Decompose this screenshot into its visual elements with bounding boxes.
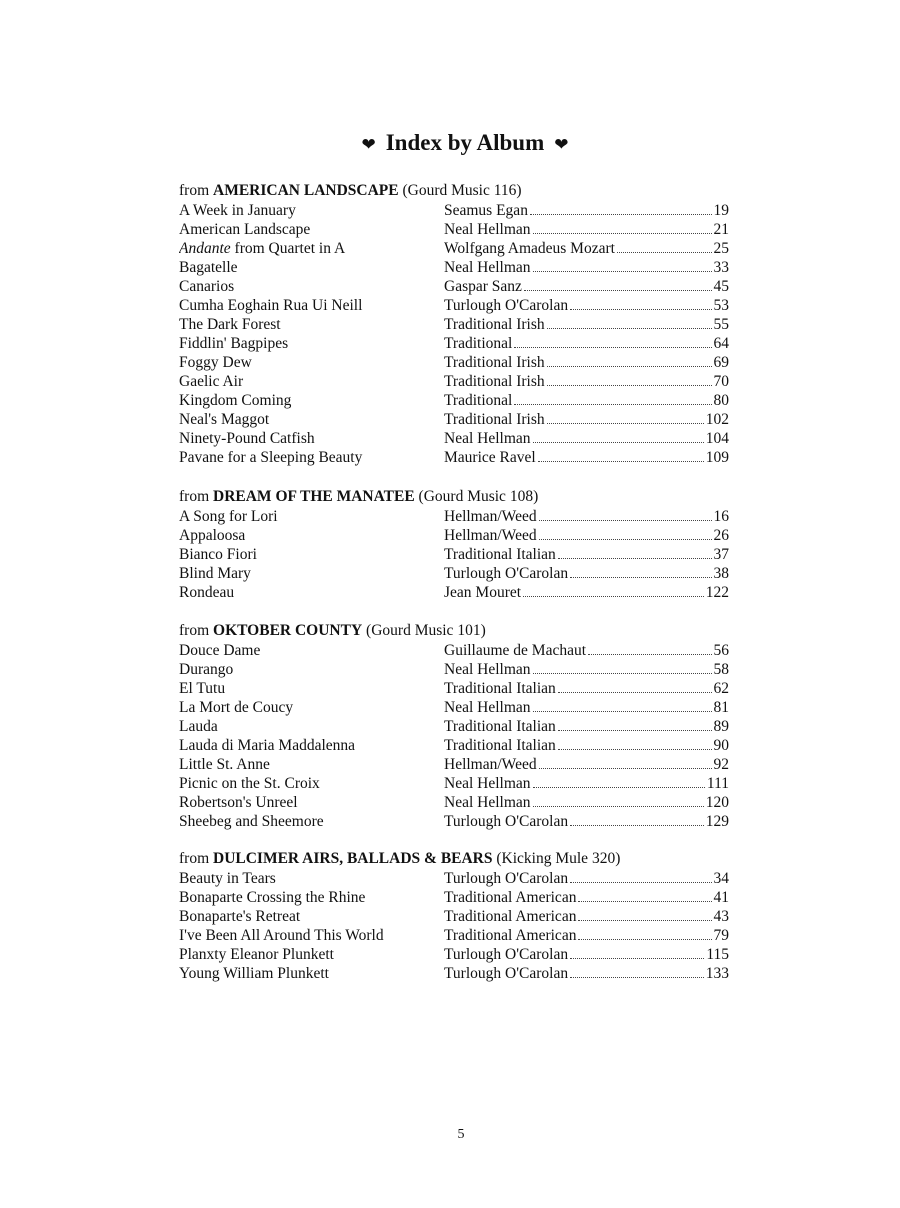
composer: Traditional Italian [444,680,556,697]
dot-leader [538,448,704,462]
composer: Jean Mouret [444,584,522,601]
tune-title [179,812,444,831]
tune-title-text: Robertson's Unreel [179,794,298,811]
composer-page [444,526,729,545]
composer-page [444,774,729,793]
page-number-ref: 115 [706,946,729,963]
tune-title [179,201,444,220]
dot-leader [533,698,712,712]
composer: Traditional American [444,908,577,925]
tune-title [179,353,444,372]
composer-page [444,641,729,660]
album-name: DULCIMER AIRS, BALLADS & BEARS [213,850,493,867]
tune-title [179,391,444,410]
index-entry [179,239,739,258]
composer-page [444,736,729,755]
composer-page [444,239,729,258]
composer: Traditional Italian [444,546,556,563]
dot-leader [570,812,704,826]
dot-leader [578,888,711,902]
composer: Turlough O'Carolan [444,297,569,314]
dot-leader [547,410,704,424]
index-entry [179,698,739,717]
heart-icon: ❤ [361,135,376,154]
heart-icon: ❤ [554,135,569,154]
dot-leader [570,869,711,883]
index-entry [179,277,739,296]
composer-page [444,717,729,736]
tune-title [179,641,444,660]
tune-title-text: A Week in January [179,202,296,219]
tune-title [179,372,444,391]
page-number-ref: 58 [713,661,729,678]
tune-title-text: Bianco Fiori [179,546,257,563]
composer: Hellman/Weed [444,756,537,773]
index-entry [179,391,739,410]
dot-leader [588,641,711,655]
tune-title [179,793,444,812]
composer: Neal Hellman [444,775,531,792]
composer: Traditional Irish [444,411,545,428]
album-section-dulcimer-airs [179,848,739,983]
tune-title-text: Ninety-Pound Catfish [179,430,315,447]
composer: Turlough O'Carolan [444,965,569,982]
page-number-ref: 45 [713,278,729,295]
composer: Traditional American [444,927,577,944]
album-section-american-landscape [179,180,739,467]
tune-title-text: El Tutu [179,680,226,697]
composer: Traditional Irish [444,316,545,333]
index-entry [179,526,739,545]
tune-title [179,698,444,717]
tune-title-text: Planxty Eleanor Plunkett [179,946,334,963]
page-number-ref: 37 [713,546,729,563]
composer-page [444,888,729,907]
page-number: 5 [457,1127,465,1142]
tune-title [179,258,444,277]
composer: Neal Hellman [444,259,531,276]
index-entry [179,755,739,774]
tune-title-text: Young William Plunkett [179,965,329,982]
index-entry [179,945,739,964]
tune-title [179,755,444,774]
composer-page [444,945,729,964]
tune-title [179,869,444,888]
composer-page [444,660,729,679]
page-number-ref: 133 [705,965,729,982]
tune-title-text: A Song for Lori [179,508,278,525]
index-entry [179,564,739,583]
dot-leader [570,945,704,959]
composer: Traditional Italian [444,718,556,735]
page-number-ref: 38 [713,565,729,582]
tune-title [179,334,444,353]
composer: Neal Hellman [444,430,531,447]
album-section-dream-of-the-manatee [179,486,739,602]
dot-leader [570,964,704,978]
album-name: DREAM OF THE MANATEE [213,488,415,505]
page-number-ref: 81 [713,699,729,716]
dot-leader [533,793,704,807]
tune-title [179,736,444,755]
album-name: OKTOBER COUNTY [213,622,363,639]
composer-page [444,391,729,410]
tune-title [179,774,444,793]
tune-title-text: Bonaparte Crossing the Rhine [179,889,366,906]
composer-page [444,583,729,602]
index-entry [179,869,739,888]
composer: Traditional American [444,889,577,906]
tune-title-text: Lauda di Maria Maddalenna [179,737,356,754]
dot-leader [558,545,712,559]
composer: Traditional [444,335,513,352]
tune-title [179,583,444,602]
composer: Hellman/Weed [444,527,537,544]
composer: Maurice Ravel [444,449,536,466]
index-entry [179,793,739,812]
dot-leader [617,239,712,253]
page-number-ref: 21 [713,221,729,238]
dot-leader [547,353,712,367]
page-number-ref: 43 [713,908,729,925]
tune-title [179,945,444,964]
page-number-ref: 120 [705,794,729,811]
composer: Turlough O'Carolan [444,870,569,887]
composer-page [444,315,729,334]
index-entry [179,907,739,926]
index-entry [179,315,739,334]
index-entry [179,660,739,679]
tune-title [179,410,444,429]
page-number-ref: 92 [713,756,729,773]
composer-page [444,964,729,983]
page-number-ref: 41 [713,889,729,906]
composer: Neal Hellman [444,661,531,678]
dot-leader [533,429,704,443]
index-entry [179,964,739,983]
tune-title-text: Neal's Maggot [179,411,270,428]
section-heading [179,620,739,641]
tune-title-rest: from Quartet in A [230,240,346,257]
tune-title-text: Douce Dame [179,642,261,659]
index-entry [179,812,739,831]
dot-leader [533,220,712,234]
tune-title-text: American Landscape [179,221,311,238]
composer: Traditional Irish [444,354,545,371]
tune-title [179,429,444,448]
tune-title [179,907,444,926]
page-number-ref: 111 [706,775,729,792]
tune-title [179,315,444,334]
section-prefix: from [179,488,210,505]
tune-title [179,220,444,239]
tune-title [179,888,444,907]
tune-title-text: The Dark Forest [179,316,281,333]
composer: Gaspar Sanz [444,278,522,295]
composer-page [444,410,729,429]
album-section-oktober-county [179,620,739,831]
dot-leader [570,564,711,578]
composer-page [444,793,729,812]
page-number-ref: 34 [713,870,729,887]
composer-page [444,755,729,774]
dot-leader [558,679,712,693]
section-prefix: from [179,182,210,199]
tune-title-italic: Andante [179,240,231,257]
page-number-ref: 55 [713,316,729,333]
dot-leader [547,372,712,386]
index-entry [179,679,739,698]
page-number-ref: 56 [713,642,729,659]
dot-leader [524,277,712,291]
index-entry [179,220,739,239]
tune-title [179,545,444,564]
index-entry [179,334,739,353]
tune-title [179,964,444,983]
dot-leader [547,315,712,329]
tune-title-text: Foggy Dew [179,354,252,371]
dot-leader [570,296,711,310]
section-heading [179,180,739,201]
index-entry [179,353,739,372]
tune-title-text: Fiddlin' Bagpipes [179,335,289,352]
section-heading [179,486,739,507]
album-label: (Kicking Mule 320) [496,850,621,867]
dot-leader [578,926,711,940]
page-title [0,130,900,156]
index-entry [179,372,739,391]
dot-leader [533,774,705,788]
section-prefix: from [179,622,210,639]
composer-page [444,277,729,296]
tune-title [179,239,444,258]
page-title-text: Index by Album [385,130,545,155]
tune-title-text: Beauty in Tears [179,870,276,887]
page-number-ref: 122 [705,584,729,601]
tune-title-text: Sheebeg and Sheemore [179,813,324,830]
dot-leader [530,201,712,215]
composer: Wolfgang Amadeus Mozart [444,240,615,257]
index-entry [179,410,739,429]
index-entry [179,545,739,564]
page-number-ref: 25 [713,240,729,257]
dot-leader [514,334,711,348]
tune-title-text: Durango [179,661,234,678]
dot-leader [558,736,712,750]
tune-title-text: La Mort de Coucy [179,699,294,716]
dot-leader [539,507,712,521]
page-number-ref: 26 [713,527,729,544]
tune-title-text: Pavane for a Sleeping Beauty [179,449,363,466]
composer-page [444,448,729,467]
page-number-ref: 19 [713,202,729,219]
tune-title [179,507,444,526]
page-number-ref: 16 [713,508,729,525]
composer-page [444,869,729,888]
dot-leader [558,717,712,731]
composer: Neal Hellman [444,221,531,238]
composer-page [444,201,729,220]
tune-title-text: Lauda [179,718,218,735]
composer: Guillaume de Machaut [444,642,587,659]
composer: Hellman/Weed [444,508,537,525]
page-number-ref: 109 [705,449,729,466]
section-prefix: from [179,850,210,867]
index-entry [179,507,739,526]
tune-title-text: Cumha Eoghain Rua Ui Neill [179,297,363,314]
page-number-ref: 64 [713,335,729,352]
tune-title-text: Appaloosa [179,527,246,544]
composer: Seamus Egan [444,202,528,219]
tune-title [179,277,444,296]
album-label: (Gourd Music 116) [402,182,522,199]
composer: Turlough O'Carolan [444,813,569,830]
composer-page [444,545,729,564]
dot-leader [533,660,712,674]
index-entry [179,717,739,736]
composer-page [444,926,729,945]
index-entry [179,201,739,220]
tune-title [179,926,444,945]
composer-page [444,334,729,353]
composer-page [444,296,729,315]
page-number-ref: 89 [713,718,729,735]
section-heading [179,848,739,869]
composer: Neal Hellman [444,699,531,716]
index-entry [179,448,739,467]
tune-title-text: Little St. Anne [179,756,270,773]
album-name: AMERICAN LANDSCAPE [213,182,399,199]
index-entry [179,774,739,793]
tune-title-text: Bagatelle [179,259,238,276]
tune-title-text: Bonaparte's Retreat [179,908,301,925]
tune-title-text: Picnic on the St. Croix [179,775,320,792]
composer: Neal Hellman [444,794,531,811]
page-number-ref: 79 [713,927,729,944]
tune-title [179,448,444,467]
composer-page [444,353,729,372]
composer: Turlough O'Carolan [444,565,569,582]
dot-leader [539,755,712,769]
album-label: (Gourd Music 108) [418,488,539,505]
index-entry [179,296,739,315]
page-number-ref: 102 [705,411,729,428]
composer-page [444,258,729,277]
index-entry [179,641,739,660]
dot-leader [523,583,704,597]
tune-title [179,564,444,583]
dot-leader [514,391,711,405]
page-number-ref: 90 [713,737,729,754]
composer: Turlough O'Carolan [444,946,569,963]
page-number-ref: 70 [713,373,729,390]
composer: Traditional [444,392,513,409]
page-number-ref: 53 [713,297,729,314]
album-label: (Gourd Music 101) [366,622,486,639]
composer-page [444,220,729,239]
index-entry [179,926,739,945]
tune-title-text: Gaelic Air [179,373,244,390]
index-entry [179,888,739,907]
composer-page [444,507,729,526]
tune-title [179,296,444,315]
dot-leader [539,526,712,540]
page-number-ref: 62 [713,680,729,697]
index-entry [179,736,739,755]
page-number-ref: 129 [705,813,729,830]
index-entry [179,258,739,277]
tune-title [179,717,444,736]
composer-page [444,372,729,391]
composer-page [444,812,729,831]
tune-title [179,679,444,698]
composer-page [444,907,729,926]
tune-title-text: Kingdom Coming [179,392,292,409]
page-number-ref: 104 [705,430,729,447]
dot-leader [578,907,711,921]
tune-title-text: Rondeau [179,584,235,601]
tune-title-text: Blind Mary [179,565,251,582]
page-number-ref: 69 [713,354,729,371]
tune-title-text: Canarios [179,278,235,295]
tune-title-text: I've Been All Around This World [179,927,384,944]
composer-page [444,429,729,448]
composer-page [444,679,729,698]
index-entry [179,583,739,602]
tune-title [179,660,444,679]
page-number-ref: 80 [713,392,729,409]
dot-leader [533,258,712,272]
composer: Traditional Italian [444,737,556,754]
index-entry [179,429,739,448]
composer-page [444,564,729,583]
tune-title [179,526,444,545]
page-number-ref: 33 [713,259,729,276]
composer-page [444,698,729,717]
composer: Traditional Irish [444,373,545,390]
